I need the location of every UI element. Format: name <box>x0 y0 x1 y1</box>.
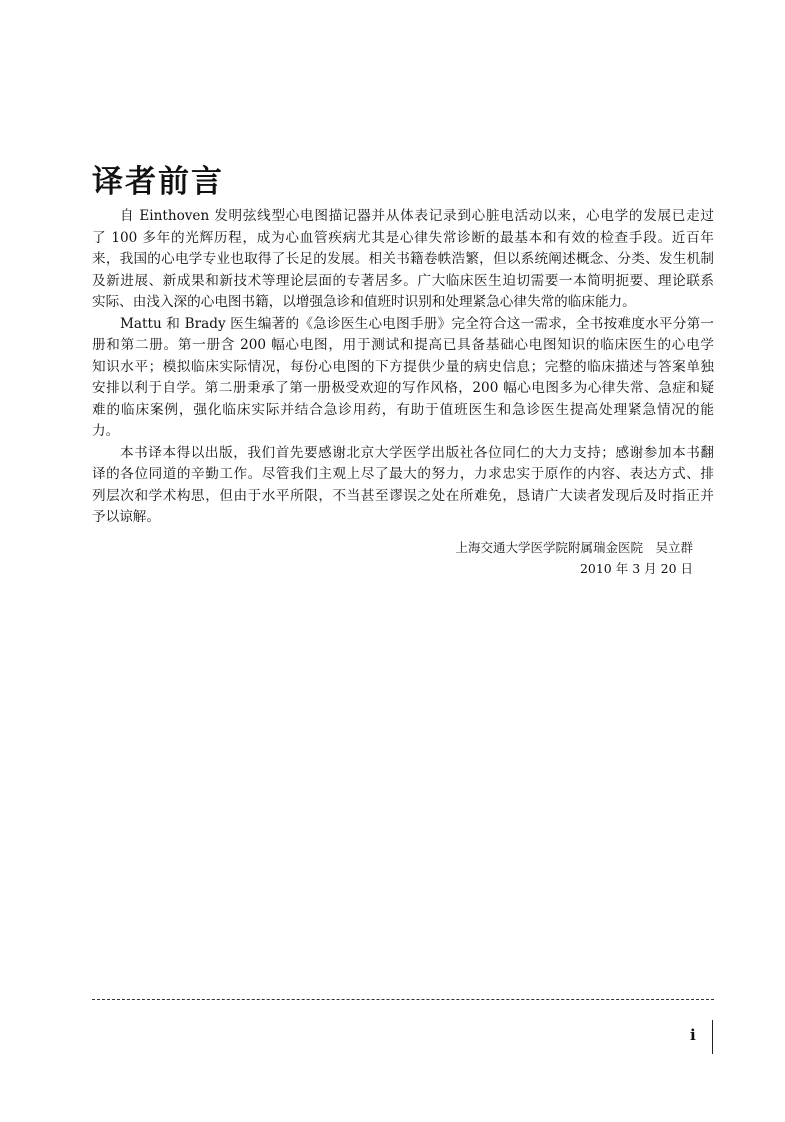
paragraph <box>92 314 714 443</box>
text-line: 本书译本得以出版，我们首先要感谢北京大学医学出版社各位同仁的大力支持；感谢参加本书翻 <box>120 444 714 461</box>
text-line: Mattu 和 Brady 医生编著的《急诊医生心电图手册》完全符合这一需求，全书按难度水平分第一 <box>120 315 714 332</box>
text-line: 列层次和学术构思，但由于水平所限，不当甚至谬误之处在所难免，恳请广大读者发现后及时指正并 <box>92 487 714 504</box>
text-line: 实际、由浅入深的心电图书籍，以增强急诊和值班时识别和处理紧急心律失常的临床能力。 <box>92 294 636 310</box>
text-line: 自 Einthoven 发明弦线型心电图描记器并从体表记录到心脏电活动以来，心电学的发展已走过 <box>120 208 714 224</box>
paragraph <box>92 206 714 314</box>
text-line: 知识水平；模拟临床实际情况，每份心电图的下方提供少量的病史信息；完整的临床描述与答案单独 <box>92 358 714 375</box>
preface-body <box>92 206 714 529</box>
signature-affiliation: 上海交通大学医学院附属瑞金医院 吴立群 <box>455 540 693 555</box>
signature-date: 2010 年 3 月 20 日 <box>579 561 693 576</box>
text-line: 册和第二册。第一册含 200 幅心电图，用于测试和提高已具备基础心电图知识的临床医生的心电学 <box>92 337 714 353</box>
text-line: 译的各位同道的辛勤工作。尽管我们主观上尽了最大的努力，力求忠实于原作的内容、表达方式、排 <box>92 466 714 482</box>
page-number-bar <box>712 1020 713 1054</box>
page-title: 译者前言 <box>92 164 224 200</box>
text-line: 及新进展、新成果和新技术等理论层面的专著居多。广大临床医生迫切需要一本简明扼要、理论联系 <box>92 272 714 289</box>
page-number: i <box>690 1026 696 1044</box>
signature <box>455 537 693 579</box>
text-line: 难的临床案例，强化临床实际并结合急诊用药，有助于值班医生和急诊医生提高处理紧急情况的能 <box>92 401 714 418</box>
text-line: 予以谅解。 <box>92 509 160 525</box>
paragraph <box>92 443 714 529</box>
text-line: 安排以利于自学。第二册秉承了第一册极受欢迎的写作风格，200 幅心电图多为心律失常、急症和疑 <box>92 380 714 396</box>
footer-divider <box>92 999 714 1000</box>
text-line: 来，我国的心电学专业也取得了长足的发展。相关书籍卷帙浩繁，但以系统阐述概念、分类、发生机制 <box>92 251 714 267</box>
text-line: 了 100 多年的光辉历程，成为心血管疾病尤其是心律失常诊断的最基本和有效的检查手段。近百年 <box>92 229 714 246</box>
text-line: 力。 <box>92 423 120 439</box>
